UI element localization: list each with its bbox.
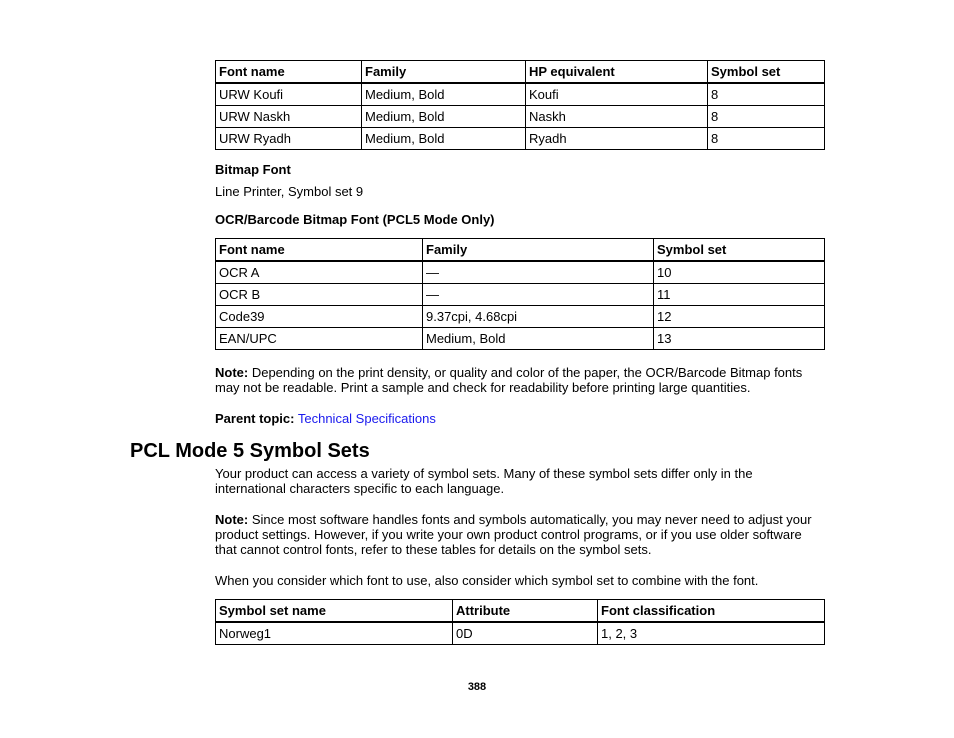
technical-specifications-link[interactable]: Technical Specifications [297, 411, 436, 426]
table-cell: 8 [708, 106, 825, 128]
table-cell: — [423, 261, 654, 284]
column-header: Symbol set [708, 61, 825, 84]
column-header: HP equivalent [526, 61, 708, 84]
column-header: Font name [216, 61, 362, 84]
table-cell: OCR B [216, 284, 423, 306]
table-cell: Norweg1 [216, 622, 453, 645]
table-cell: URW Naskh [216, 106, 362, 128]
page-number: 388 [467, 681, 487, 693]
table-row [216, 128, 825, 150]
arabic-fonts-table [215, 60, 825, 150]
table-cell: URW Koufi [216, 83, 362, 106]
table-cell: Naskh [526, 106, 708, 128]
column-header: Attribute [453, 600, 598, 623]
table-cell: 12 [654, 306, 825, 328]
column-header: Font name [216, 239, 423, 262]
table-cell: Medium, Bold [423, 328, 654, 350]
consider-text: When you consider which font to use, also consider which symbol set to combine with the font. [215, 573, 759, 588]
table-row [216, 622, 825, 645]
table-cell: — [423, 284, 654, 306]
table-cell: Medium, Bold [362, 128, 526, 150]
note-label: Note: [215, 365, 249, 380]
table-header-row [216, 61, 825, 84]
bitmap-font-heading: Bitmap Font [215, 162, 291, 177]
note-line: that cannot control fonts, refer to these tables for details on the symbol sets. [215, 542, 652, 557]
symbol-sets-note [215, 512, 835, 557]
table-cell: 1, 2, 3 [598, 622, 825, 645]
table-row [216, 106, 825, 128]
table-cell: OCR A [216, 261, 423, 284]
table-cell: 13 [654, 328, 825, 350]
table-header-row [216, 600, 825, 623]
column-header: Family [362, 61, 526, 84]
table-cell: Ryadh [526, 128, 708, 150]
table-row [216, 328, 825, 350]
table-cell: 8 [708, 128, 825, 150]
table-row [216, 261, 825, 284]
readability-note [215, 365, 835, 395]
intro-line: international characters specific to each language. [215, 481, 505, 496]
intro-line: Your product can access a variety of symbol sets. Many of these symbol sets differ only in the [215, 466, 753, 481]
note-line: product settings. However, if you write your own product control programs, or if you use older software [215, 527, 802, 542]
ocr-barcode-heading: OCR/Barcode Bitmap Font (PCL5 Mode Only) [215, 212, 495, 227]
table-row [216, 83, 825, 106]
table-cell: Medium, Bold [362, 83, 526, 106]
table-cell: Medium, Bold [362, 106, 526, 128]
section-title: PCL Mode 5 Symbol Sets [130, 440, 370, 462]
note-line: may not be readable. Print a sample and check for readability before printing large quantities. [215, 380, 751, 395]
table-cell: 8 [708, 83, 825, 106]
table-cell: Code39 [216, 306, 423, 328]
table-cell: 0D [453, 622, 598, 645]
column-header: Symbol set name [216, 600, 453, 623]
table-cell: 9.37cpi, 4.68cpi [423, 306, 654, 328]
column-header: Font classification [598, 600, 825, 623]
note-line [215, 365, 835, 380]
table-row [216, 306, 825, 328]
table-cell: EAN/UPC [216, 328, 423, 350]
bitmap-font-text: Line Printer, Symbol set 9 [215, 184, 364, 199]
table-cell: Koufi [526, 83, 708, 106]
note-label: Note: [215, 512, 249, 527]
table-cell: 11 [654, 284, 825, 306]
table-cell: 10 [654, 261, 825, 284]
ocr-barcode-fonts-table [215, 238, 825, 350]
column-header: Family [423, 239, 654, 262]
table-header-row [216, 239, 825, 262]
section-intro [215, 466, 835, 496]
note-text: Depending on the print density, or quality and color of the paper, the OCR/Barcode Bitmap fonts [248, 365, 803, 380]
table-cell: URW Ryadh [216, 128, 362, 150]
table-row [216, 284, 825, 306]
column-header: Symbol set [654, 239, 825, 262]
parent-topic [215, 411, 436, 426]
note-text: Since most software handles fonts and symbols automatically, you may never need to adjust your [248, 512, 812, 527]
symbol-sets-table [215, 599, 825, 645]
note-line [215, 512, 835, 527]
parent-topic-label: Parent topic: [215, 411, 295, 426]
